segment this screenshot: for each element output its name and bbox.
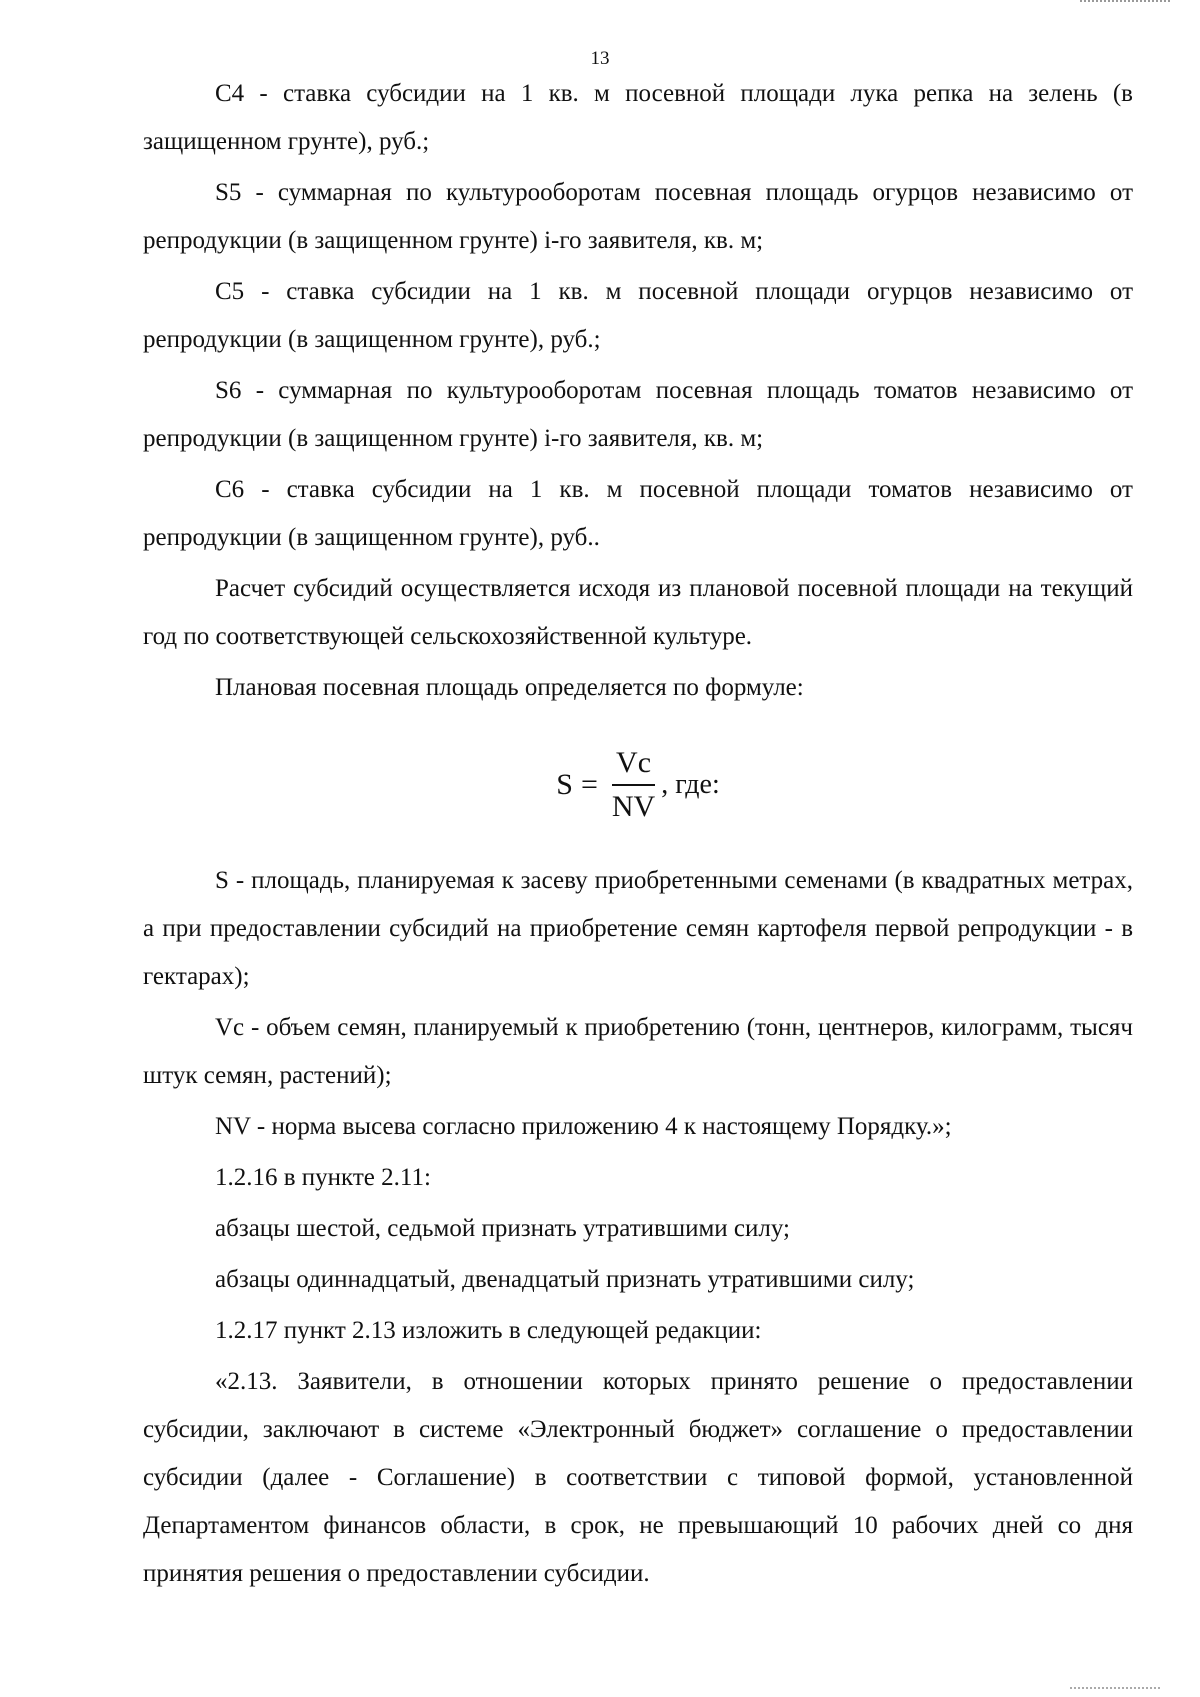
paragraph-item-1-2-16: 1.2.16 в пункте 2.11:: [215, 1164, 431, 1191]
paragraph-s5-area: S5 - суммарная по культурооборотам посевная площадь огурцов независимо от репродукции (в защищенном грунте) i-го заявителя, кв. м;: [143, 179, 1133, 254]
formula-lhs: S: [556, 768, 573, 801]
scan-edge-mark-bottom: [1070, 1683, 1160, 1689]
formula-equals-sign: =: [580, 768, 598, 801]
paragraph-c6-rate: С6 - ставка субсидии на 1 кв. м посевной площади томатов независимо от репродукции (в защищенном грунте), руб..: [143, 476, 1133, 551]
paragraph-c4-rate: С4 - ставка субсидии на 1 кв. м посевной площади лука репка на зелень (в защищенном грунте), руб.;: [143, 80, 1133, 155]
paragraph-c5-rate: С5 - ставка субсидии на 1 кв. м посевной площади огурцов независимо от репродукции (в защищенном грунте), руб.;: [143, 278, 1133, 353]
formula-fraction: [608, 746, 659, 824]
paragraph-nv-definition: NV - норма высева согласно приложению 4 к настоящему Порядку.»;: [215, 1113, 952, 1140]
paragraph-s6-area: S6 - суммарная по культурооборотам посевная площадь томатов независимо от репродукции (в защищенном грунте) i-го заявителя, кв. м;: [143, 377, 1133, 452]
formula-numerator: Vc: [612, 746, 655, 786]
paragraph-item-1-2-17: 1.2.17 пункт 2.13 изложить в следующей редакции:: [215, 1317, 762, 1344]
formula-denominator: NV: [611, 790, 656, 823]
paragraph-repeal-11-12: абзацы одиннадцатый, двенадцатый признать утратившими силу;: [215, 1266, 915, 1293]
page-number: 13: [590, 48, 610, 69]
paragraph-repeal-6-7: абзацы шестой, седьмой признать утратившими силу;: [215, 1215, 790, 1242]
paragraph-s-definition: S - площадь, планируемая к засеву приобретенными семенами (в квадратных метрах, а при предоставлении субсидий на приобретение семян картофеля первой репродукции - в гектарах);: [143, 867, 1133, 990]
paragraph-clause-2-13: «2.13. Заявители, в отношении которых принято решение о предоставлении субсидии, заключают в системе «Электронный бюджет» соглашение о предоставлении субсидии (далее - Соглашение) в соответствии с типовой формой, установленной Департаментом финансов области, в срок, не превышающий 10 рабочих дней со дня принятия решения о предоставлении субсидии.: [143, 1368, 1133, 1587]
paragraph-calculation-basis: Расчет субсидий осуществляется исходя из плановой посевной площади на текущий год по соответствующей сельскохозяйственной культуре.: [143, 575, 1133, 650]
document-body: [143, 70, 1133, 1601]
formula-tail: , где:: [661, 769, 720, 800]
scan-edge-mark-top: [1080, 0, 1170, 6]
paragraph-formula-intro: Плановая посевная площадь определяется по формуле:: [215, 674, 804, 701]
area-formula: [143, 715, 1133, 855]
paragraph-vc-definition: Vc - объем семян, планируемый к приобретению (тонн, центнеров, килограмм, тысяч штук семян, растений);: [143, 1014, 1133, 1089]
